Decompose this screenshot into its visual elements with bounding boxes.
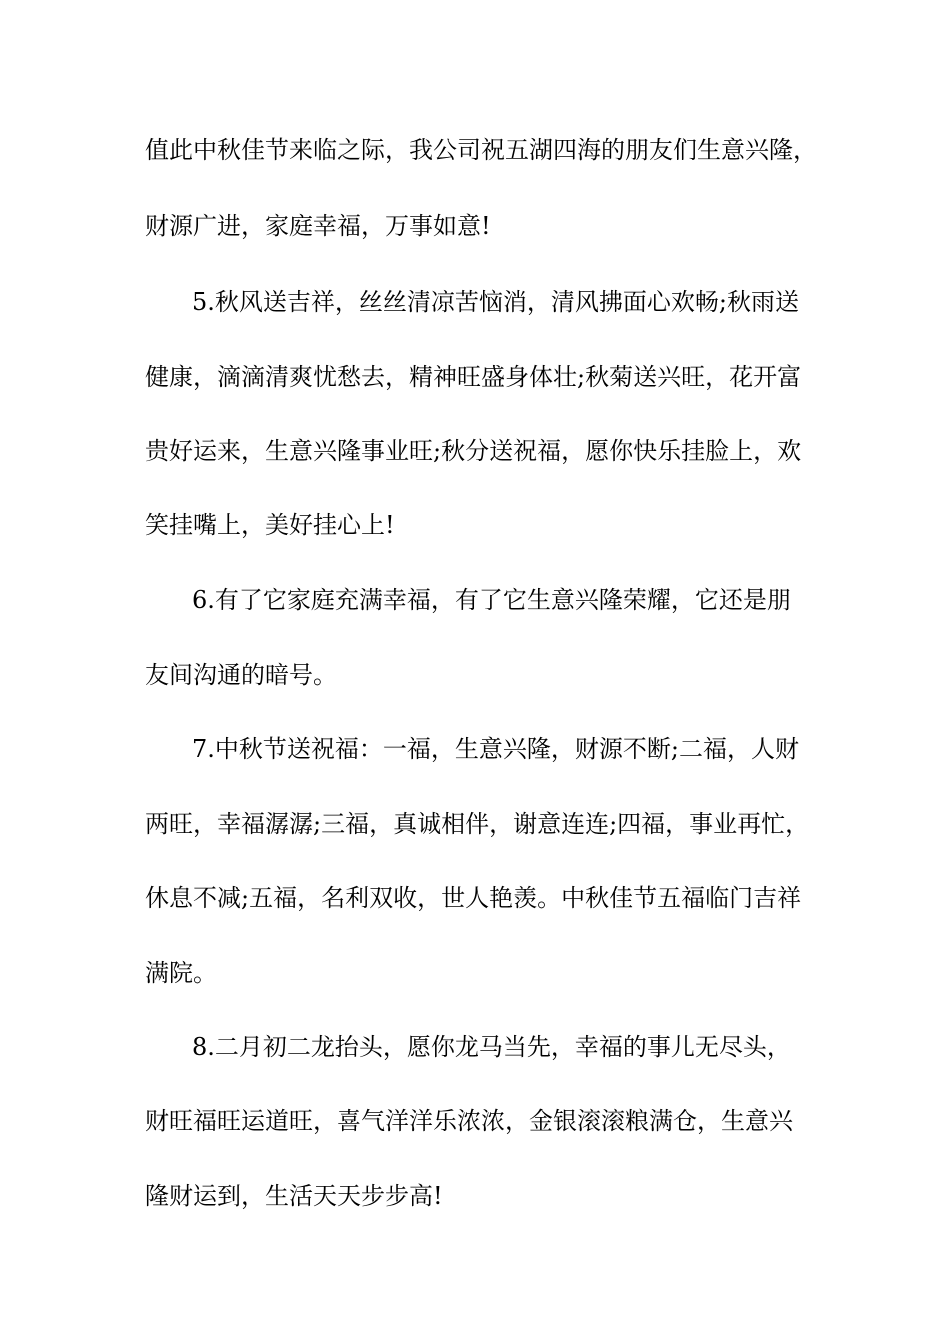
paragraph-5-first-line: 5.秋风送吉祥，丝丝清凉苦恼消，清风拂面心欢畅;秋雨送 xyxy=(192,288,799,316)
text-line: 隆财运到，生活天天步步高! xyxy=(145,1182,443,1210)
text-line: 财源广进，家庭幸福，万事如意! xyxy=(145,212,491,240)
text-line: 财旺福旺运道旺，喜气洋洋乐浓浓，金银滚滚粮满仓，生意兴 xyxy=(145,1107,793,1135)
paragraph-7-first-line: 7.中秋节送祝福：一福，生意兴隆，财源不断;二福，人财 xyxy=(192,735,799,763)
text-line: 两旺，幸福潺潺;三福，真诚相伴，谢意连连;四福，事业再忙， xyxy=(145,810,810,838)
text-line: 休息不减;五福，名利双收，世人艳羡。中秋佳节五福临门吉祥 xyxy=(145,884,802,912)
text-line: 满院。 xyxy=(145,959,217,987)
text-line: 贵好运来，生意兴隆事业旺;秋分送祝福，愿你快乐挂脸上，欢 xyxy=(145,437,802,465)
text-line: 健康，滴滴清爽忧愁去，精神旺盛身体壮;秋菊送兴旺，花开富 xyxy=(145,363,802,391)
paragraph-6-first-line: 6.有了它家庭充满幸福，有了它生意兴隆荣耀，它还是朋 xyxy=(192,586,791,614)
text-line: 值此中秋佳节来临之际，我公司祝五湖四海的朋友们生意兴隆， xyxy=(145,136,817,164)
paragraph-8-first-line: 8.二月初二龙抬头，愿你龙马当先，幸福的事儿无尽头， xyxy=(192,1033,791,1061)
text-line: 笑挂嘴上，美好挂心上! xyxy=(145,511,395,539)
text-line: 友间沟通的暗号。 xyxy=(145,661,337,689)
